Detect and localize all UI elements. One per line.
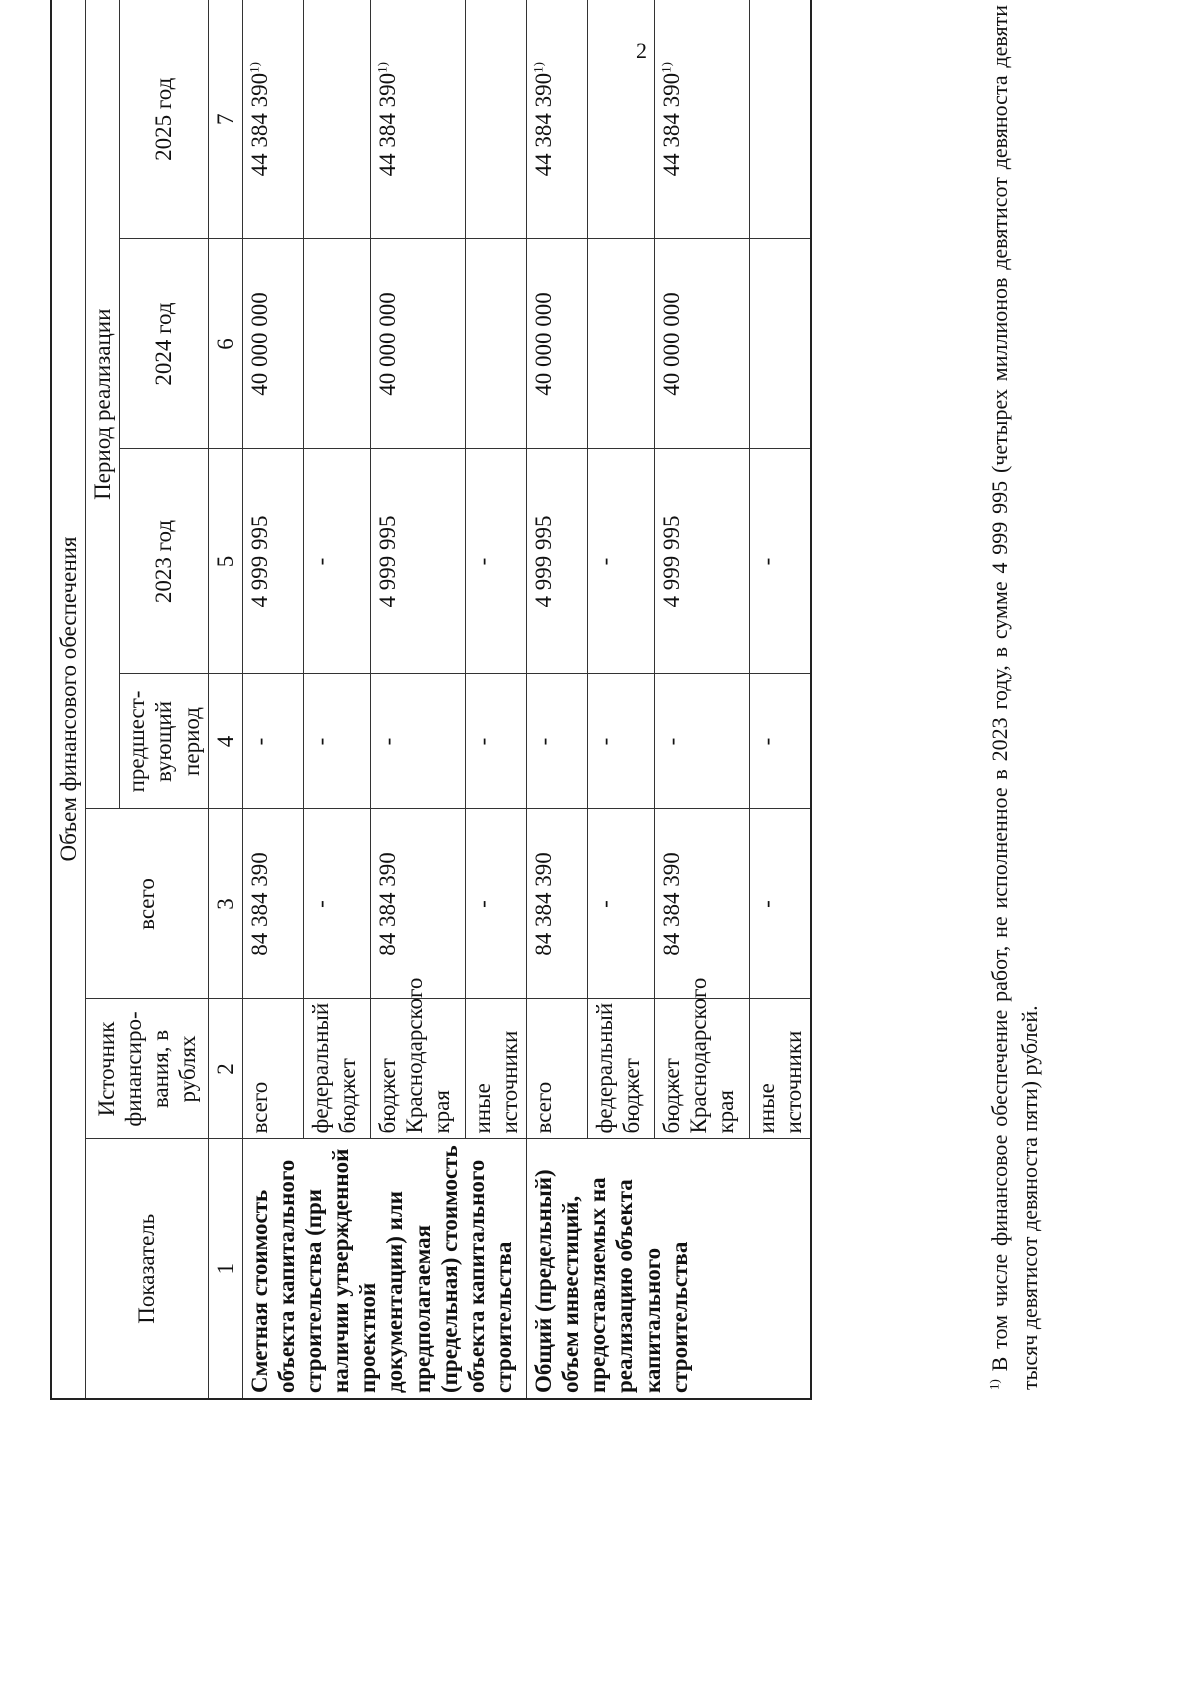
year-2024-cell xyxy=(303,239,370,449)
header-source: Источник финансиро-вания, в рублях xyxy=(86,999,209,1139)
source-cell: федеральный бюджет xyxy=(588,999,655,1139)
column-number: 5 xyxy=(208,449,242,674)
column-numbers-row xyxy=(208,0,242,1399)
header-row-1 xyxy=(86,0,120,1399)
source-cell: иные источники xyxy=(750,999,812,1139)
column-number: 4 xyxy=(208,674,242,809)
column-number: 1 xyxy=(208,1139,242,1399)
year-2025-cell xyxy=(527,0,588,239)
total-cell: 84 384 390 xyxy=(370,809,465,999)
total-cell: 84 384 390 xyxy=(242,809,303,999)
year-2023-cell: - xyxy=(465,449,526,674)
rotated-content xyxy=(50,0,1110,1400)
header-period: Период реализации xyxy=(86,0,120,809)
column-number: 6 xyxy=(208,239,242,449)
header-2023: 2023 год xyxy=(120,449,208,674)
year-2025-cell xyxy=(588,0,655,239)
table-title: Объем финансового обеспечения xyxy=(51,0,86,1399)
previous-period-cell: - xyxy=(750,674,812,809)
year-2025-cell xyxy=(242,0,303,239)
footnote-ref: 1) xyxy=(658,62,674,73)
year-2025-cell xyxy=(465,0,526,239)
source-cell: бюджет Краснодарского края xyxy=(655,999,750,1139)
column-number: 7 xyxy=(208,0,242,239)
year-2025-cell xyxy=(370,0,465,239)
year-2025-value: 44 384 390 xyxy=(531,72,556,177)
year-2024-cell: 40 000 000 xyxy=(527,239,588,449)
total-cell: 84 384 390 xyxy=(527,809,588,999)
year-2025-value: 44 384 390 xyxy=(374,72,400,177)
header-2025: 2025 год xyxy=(120,0,208,239)
footnote-ref: 1) xyxy=(530,62,546,73)
year-2024-cell: 40 000 000 xyxy=(370,239,465,449)
year-2025-cell xyxy=(750,0,812,239)
source-cell: иные источники xyxy=(465,999,526,1139)
year-2023-cell: - xyxy=(750,449,812,674)
indicator-cell: Общий (предельный) объем инвестиций, предоставляемых на реализацию объекта капитального строительства xyxy=(527,1139,812,1399)
year-2023-cell: 4 999 995 xyxy=(527,449,588,674)
total-cell: 84 384 390 xyxy=(655,809,750,999)
total-cell: - xyxy=(588,809,655,999)
previous-period-cell: - xyxy=(242,674,303,809)
year-2024-cell: 40 000 000 xyxy=(242,239,303,449)
source-cell: бюджет Краснодарского края xyxy=(370,999,465,1139)
year-2025-cell xyxy=(655,0,750,239)
footnote-text: В том числе финансовое обеспечение работ, не исполненное в 2023 году, в сумме 4 999 995 (четырех миллионов девятисот девяноста девяти тысяч девятисот девяноста пяти) рублей. xyxy=(987,5,1043,1390)
financing-table xyxy=(50,0,812,1400)
page-number: 2 xyxy=(636,38,647,63)
total-cell: - xyxy=(303,809,370,999)
year-2023-cell: 4 999 995 xyxy=(655,449,750,674)
previous-period-cell: - xyxy=(527,674,588,809)
total-cell: - xyxy=(750,809,812,999)
year-2024-cell xyxy=(465,239,526,449)
table-row xyxy=(527,0,588,1399)
previous-period-cell: - xyxy=(303,674,370,809)
indicator-cell: Сметная стоимость объекта капитального строительства (при наличии утвержденной проектной документации) или предполагаемая (предельная) стоимость объекта капитального строительства xyxy=(242,1139,526,1399)
header-2024: 2024 год xyxy=(120,239,208,449)
column-number: 3 xyxy=(208,809,242,999)
year-2024-cell xyxy=(750,239,812,449)
column-number: 2 xyxy=(208,999,242,1139)
year-2025-cell xyxy=(303,0,370,239)
previous-period-cell: - xyxy=(655,674,750,809)
year-2024-cell xyxy=(588,239,655,449)
year-2023-cell: - xyxy=(588,449,655,674)
header-total: всего xyxy=(86,809,209,999)
table-title-row xyxy=(51,0,86,1399)
year-2023-cell: 4 999 995 xyxy=(242,449,303,674)
total-cell: - xyxy=(465,809,526,999)
previous-period-cell: - xyxy=(370,674,465,809)
footnote-marker: 1) xyxy=(986,1379,1002,1390)
source-cell: всего xyxy=(242,999,303,1139)
header-previous: предшест-вующий период xyxy=(120,674,208,809)
year-2025-value: 44 384 390 xyxy=(659,72,684,177)
source-cell: всего xyxy=(527,999,588,1139)
year-2023-cell: 4 999 995 xyxy=(370,449,465,674)
year-2023-cell: - xyxy=(303,449,370,674)
source-cell: федеральный бюджет xyxy=(303,999,370,1139)
table-row xyxy=(242,0,303,1399)
year-2025-value: 44 384 390 xyxy=(246,72,272,177)
header-indicator: Показатель xyxy=(86,1139,209,1399)
footnote-ref: 1) xyxy=(246,62,262,73)
year-2024-cell: 40 000 000 xyxy=(655,239,750,449)
previous-period-cell: - xyxy=(588,674,655,809)
footnote-ref: 1) xyxy=(374,62,390,73)
previous-period-cell: - xyxy=(465,674,526,809)
footnote xyxy=(985,5,1046,1390)
